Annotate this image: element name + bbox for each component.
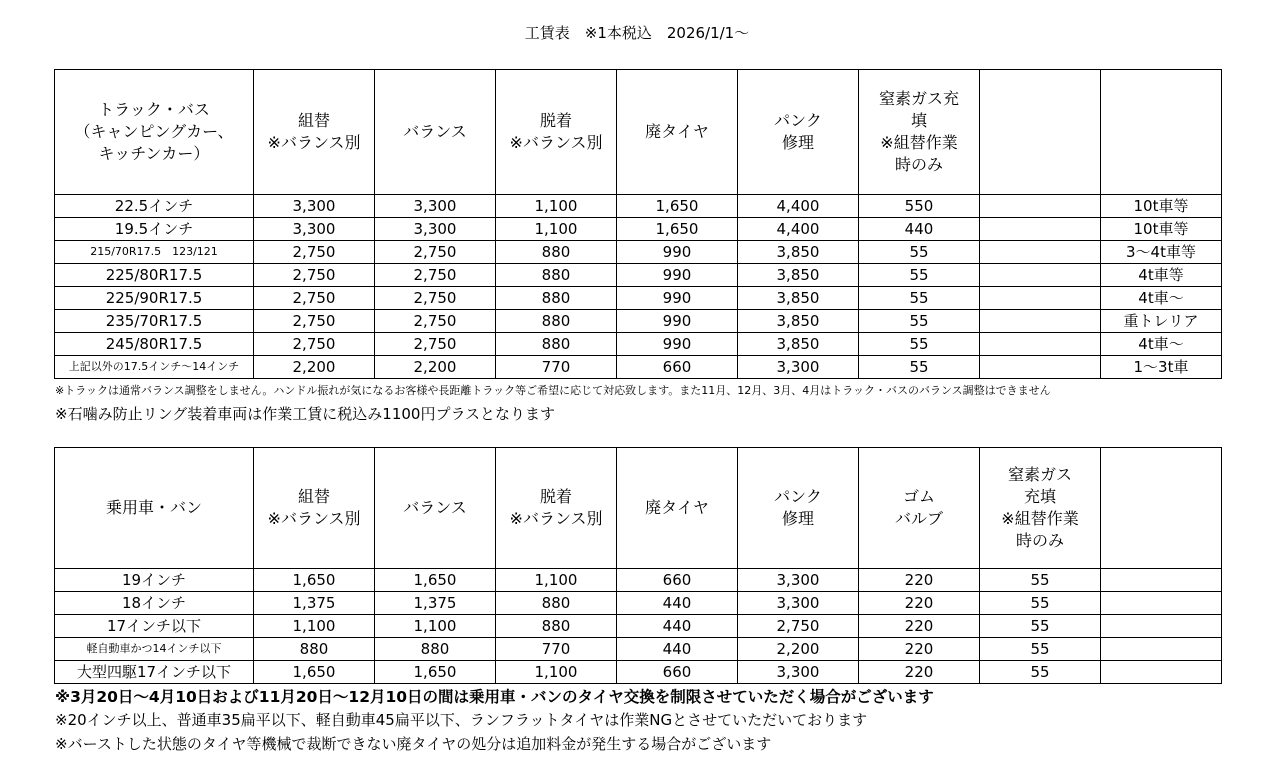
car-table-cell: 55 [980,661,1101,684]
truck-table-cell: 2,200 [375,356,496,379]
truck-table-cell: 3,850 [738,241,859,264]
truck-table-cell: 4,400 [738,218,859,241]
truck-table-cell: 770 [496,356,617,379]
truck-table-cell: 1,100 [496,218,617,241]
truck-header-cell: 組替 ※バランス別 [254,70,375,195]
car-table-cell: 2,750 [738,615,859,638]
truck-table-cell: 4t車等 [1101,264,1222,287]
truck-table-cell: 880 [496,310,617,333]
truck-table-row [55,310,1222,333]
car-table-cell: 440 [617,592,738,615]
truck-table-cell: 880 [496,264,617,287]
car-table-cell: 1,100 [496,661,617,684]
truck-table-cell: 990 [617,241,738,264]
car-table-cell: 1,650 [375,569,496,592]
truck-table-cell [980,310,1101,333]
car-header-cell: 組替 ※バランス別 [254,448,375,569]
car-table-cell: 220 [859,638,980,661]
truck-table-cell: 55 [859,287,980,310]
truck-table-cell: 2,750 [375,333,496,356]
car-table-row [55,638,1222,661]
car-header-cell: 乗用車・バン [55,448,254,569]
truck-table-cell: 1,650 [617,195,738,218]
truck-table-cell: 2,750 [375,264,496,287]
truck-table-cell: 19.5インチ [55,218,254,241]
truck-table-cell: 990 [617,310,738,333]
car-table-header-row [55,448,1222,569]
car-table-cell: 3,300 [738,661,859,684]
truck-table-cell: 880 [496,241,617,264]
truck-table-cell: 3,300 [254,195,375,218]
truck-table-cell: 1～3t車 [1101,356,1222,379]
truck-table-cell: 2,750 [254,287,375,310]
truck-table-row [55,264,1222,287]
truck-table-cell [980,195,1101,218]
car-table-cell: 660 [617,661,738,684]
car-table-cell: 1,100 [254,615,375,638]
car-table-cell: 55 [980,592,1101,615]
truck-table-cell: 22.5インチ [55,195,254,218]
truck-table-cell: 3,850 [738,333,859,356]
car-table-cell: 220 [859,661,980,684]
truck-table-cell: 235/70R17.5 [55,310,254,333]
car-table-row [55,592,1222,615]
car-header-cell: 廃タイヤ [617,448,738,569]
truck-table-cell: 2,750 [254,310,375,333]
car-table-cell: 440 [617,615,738,638]
car-table-cell: 1,375 [375,592,496,615]
truck-table-row [55,195,1222,218]
truck-table-row [55,218,1222,241]
truck-table-cell: 3,300 [375,195,496,218]
truck-table-cell: 4t車～ [1101,333,1222,356]
truck-header-cell: 脱着 ※バランス別 [496,70,617,195]
truck-table-cell: 225/90R17.5 [55,287,254,310]
truck-table-cell: 4,400 [738,195,859,218]
truck-table-header-row [55,70,1222,195]
truck-table-row [55,356,1222,379]
truck-table-cell: 245/80R17.5 [55,333,254,356]
car-table-cell [1101,661,1222,684]
car-header-cell: 脱着 ※バランス別 [496,448,617,569]
truck-header-cell: 窒素ガス充 填 ※組替作業 時のみ [859,70,980,195]
car-table-cell: 55 [980,569,1101,592]
ng-note: ※20インチ以上、普通車35扁平以下、軽自動車45扁平以下、ランフラットタイヤは作業NGとさせていただいております [55,711,868,729]
truck-table-cell: 上記以外の17.5インチ～14インチ [55,356,254,379]
truck-table-cell: 550 [859,195,980,218]
truck-table-cell: 3,300 [254,218,375,241]
truck-table-cell: 990 [617,264,738,287]
car-table-cell: 1,650 [254,661,375,684]
truck-table-cell: 3,300 [375,218,496,241]
car-table-cell: 1,375 [254,592,375,615]
car-table-cell: 880 [496,615,617,638]
truck-table-cell: 55 [859,310,980,333]
car-table-cell [1101,569,1222,592]
truck-table-cell: 990 [617,333,738,356]
car-table-cell: 220 [859,569,980,592]
truck-table-cell: 55 [859,241,980,264]
truck-table-cell: 880 [496,333,617,356]
truck-table-cell: 3～4t車等 [1101,241,1222,264]
truck-table-cell: 10t車等 [1101,195,1222,218]
truck-table-cell: 2,750 [254,264,375,287]
truck-table-cell: 1,100 [496,195,617,218]
truck-bus-rate-table [54,69,1222,379]
truck-header-cell: バランス [375,70,496,195]
car-table-cell: 1,100 [496,569,617,592]
burst-note: ※バーストした状態のタイヤ等機械で裁断できない廃タイヤの処分は追加料金が発生する場合がございます [55,735,772,753]
truck-table-cell: 2,200 [254,356,375,379]
truck-table-cell [980,333,1101,356]
car-table-cell: 880 [496,592,617,615]
truck-table-cell: 225/80R17.5 [55,264,254,287]
car-table-cell [1101,592,1222,615]
car-table-cell: 880 [375,638,496,661]
car-table-cell: 17インチ以下 [55,615,254,638]
truck-table-cell [980,241,1101,264]
truck-table-cell: 215/70R17.5 123/121 [55,241,254,264]
car-table-cell: 19インチ [55,569,254,592]
truck-table-cell [980,287,1101,310]
truck-table-cell [980,264,1101,287]
truck-table-cell: 2,750 [375,287,496,310]
truck-table-cell: 990 [617,287,738,310]
truck-table-cell: 2,750 [375,310,496,333]
car-table-row [55,661,1222,684]
car-table-cell: 55 [980,615,1101,638]
truck-header-cell [1101,70,1222,195]
truck-table-cell: 3,850 [738,264,859,287]
truck-balance-note: ※トラックは通常バランス調整をしません。ハンドル振れが気になるお客様や長距離トラック等ご希望に応じて対応致します。また11月、12月、3月、4月はトラック・バスのバランス調整はできません [55,384,1051,397]
truck-table-cell: 3,300 [738,356,859,379]
truck-table-cell: 3,850 [738,310,859,333]
car-table-cell: 660 [617,569,738,592]
car-header-cell: ゴム バルブ [859,448,980,569]
truck-table-cell: 660 [617,356,738,379]
truck-table-row [55,287,1222,310]
truck-table-cell: 55 [859,356,980,379]
car-table-cell: 880 [254,638,375,661]
car-table-cell: 55 [980,638,1101,661]
truck-table-cell: 55 [859,333,980,356]
car-table-cell: 440 [617,638,738,661]
truck-table-cell [980,218,1101,241]
car-table-cell: 18インチ [55,592,254,615]
truck-table-cell: 3,850 [738,287,859,310]
car-table-cell: 1,100 [375,615,496,638]
car-table-cell: 220 [859,592,980,615]
truck-header-cell: トラック・バス （キャンピングカー、 キッチンカー） [55,70,254,195]
car-table-cell: 1,650 [254,569,375,592]
truck-table-row [55,333,1222,356]
truck-header-cell: パンク 修理 [738,70,859,195]
truck-table-row [55,241,1222,264]
truck-header-cell: 廃タイヤ [617,70,738,195]
car-table-cell: 3,300 [738,592,859,615]
car-table-row [55,569,1222,592]
truck-table-cell: 重トレリア [1101,310,1222,333]
truck-table-cell: 10t車等 [1101,218,1222,241]
car-table-cell: 770 [496,638,617,661]
truck-table-cell: 880 [496,287,617,310]
truck-table-cell [980,356,1101,379]
truck-table-cell: 2,750 [254,241,375,264]
truck-table-cell: 4t車～ [1101,287,1222,310]
truck-header-cell [980,70,1101,195]
car-header-cell: バランス [375,448,496,569]
truck-table-cell: 55 [859,264,980,287]
car-table-cell: 220 [859,615,980,638]
car-table-cell [1101,615,1222,638]
car-header-cell: 窒素ガス 充填 ※組替作業 時のみ [980,448,1101,569]
car-table-row [55,615,1222,638]
car-table-cell: 2,200 [738,638,859,661]
truck-table-cell: 1,650 [617,218,738,241]
passenger-car-rate-table [54,447,1222,684]
truck-table-cell: 2,750 [254,333,375,356]
car-header-cell [1101,448,1222,569]
stone-ring-note: ※石噛み防止リング装着車両は作業工賃に税込み1100円プラスとなります [55,405,555,423]
car-header-cell: パンク 修理 [738,448,859,569]
car-table-cell [1101,638,1222,661]
page-title: 工賃表 ※1本税込 2026/1/1～ [524,24,750,42]
car-table-cell: 1,650 [375,661,496,684]
car-table-cell: 大型四駆17インチ以下 [55,661,254,684]
truck-table-cell: 440 [859,218,980,241]
truck-table-cell: 2,750 [375,241,496,264]
car-table-cell: 軽自動車かつ14インチ以下 [55,638,254,661]
car-table-cell: 3,300 [738,569,859,592]
restriction-note: ※3月20日～4月10日および11月20日～12月10日の間は乗用車・バンのタイヤ交換を制限させていただく場合がございます [55,688,934,706]
